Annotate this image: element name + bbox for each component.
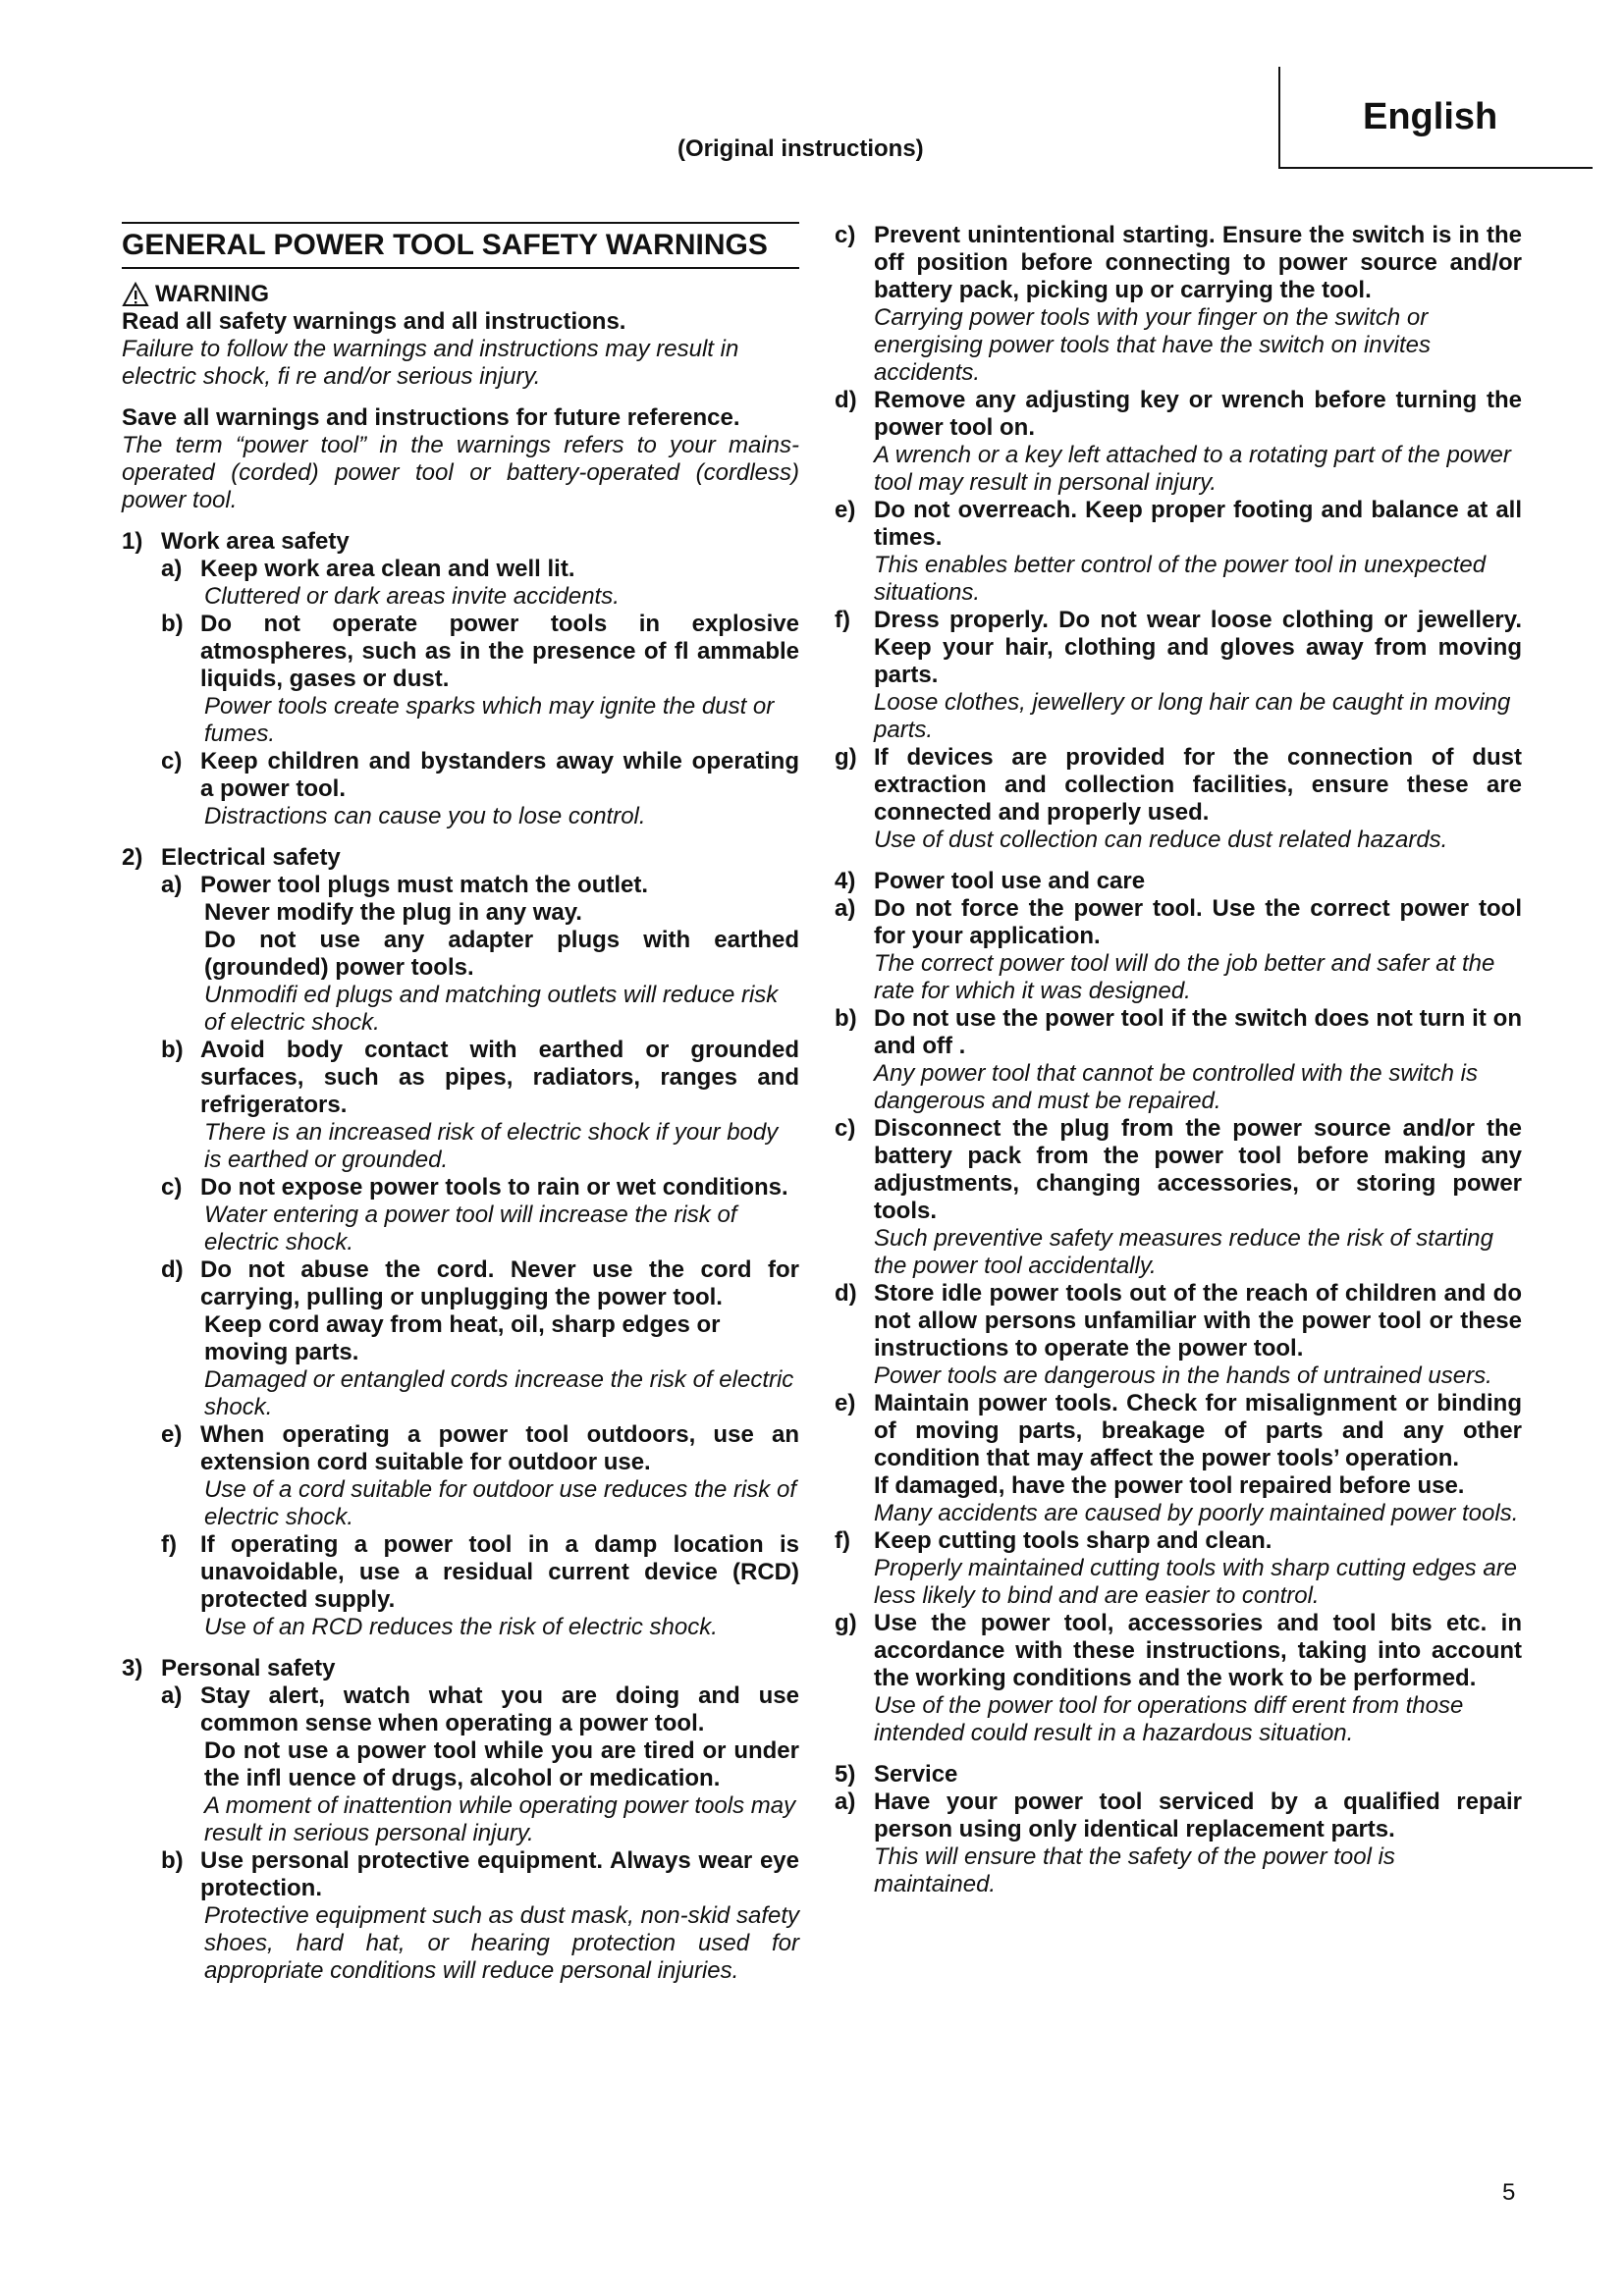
item-note: Properly maintained cutting tools with sharp cutting edges are less likely to bind and are easier to control. — [874, 1555, 1518, 1609]
language-tab — [1278, 67, 1593, 169]
item-note: Many accidents are caused by poorly maintained power tools. — [874, 1500, 1519, 1526]
list-item: e) Maintain power tools. Check for misalignment or binding of moving parts, breakage of parts and any other condition that may affect the power tools’ operation. — [835, 1390, 1522, 1471]
item-note: Damaged or entangled cords increase the risk of electric shock. — [204, 1366, 794, 1420]
list-item: c) Do not expose power tools to rain or wet conditions. — [161, 1174, 788, 1201]
warning-label: WARNING — [155, 281, 269, 307]
item-text: Do not use any adapter plugs with earthed (grounded) power tools. — [204, 927, 799, 981]
section-4-heading: 4) Power tool use and care — [835, 868, 1146, 894]
item-note: Loose clothes, jewellery or long hair can be caught in moving parts. — [874, 689, 1511, 743]
list-item: b) Do not operate power tools in explosive atmospheres, such as in the presence of fl ammable liquids, gases or dust. — [161, 611, 799, 692]
original-instructions-label: (Original instructions) — [677, 135, 924, 162]
list-item: g) Use the power tool, accessories and tool bits etc. in accordance with these instructions, taking into account the working conditions and the work to be performed. — [835, 1610, 1522, 1691]
item-note: Cluttered or dark areas invite accidents. — [204, 583, 620, 610]
item-note: Protective equipment such as dust mask, non-skid safety shoes, hard hat, or hearing protection used for appropriate conditions will reduce personal injuries. — [204, 1902, 799, 1984]
item-text: Keep cord away from heat, oil, sharp edges or moving parts. — [204, 1311, 721, 1365]
page-number: 5 — [1502, 2179, 1516, 2206]
list-item: c) Prevent unintentional starting. Ensure the switch is in the off position before connecting to power source and/or battery pack, picking up or carrying the tool. — [835, 222, 1522, 303]
list-item: d) Remove any adjusting key or wrench before turning the power tool on. — [835, 387, 1522, 441]
item-text: Never modify the plug in any way. — [204, 899, 582, 926]
list-item: a) Power tool plugs must match the outlet. — [161, 872, 649, 898]
list-item: a) Stay alert, watch what you are doing and use common sense when operating a power tool. — [161, 1682, 799, 1736]
list-item: a) Do not force the power tool. Use the correct power tool for your application. — [835, 895, 1522, 949]
item-note: A wrench or a key left attached to a rotating part of the power tool may result in personal injury. — [874, 442, 1511, 496]
list-item: d) Store idle power tools out of the reach of children and do not allow persons unfamiliar with the power tool or these instructions to operate the power tool. — [835, 1280, 1522, 1362]
list-item: e) When operating a power tool outdoors, use an extension cord suitable for outdoor use. — [161, 1421, 799, 1475]
list-item: f) Keep cutting tools sharp and clean. — [835, 1527, 1272, 1554]
item-note: Such preventive safety measures reduce the risk of starting the power tool accidentally. — [874, 1225, 1493, 1279]
list-item: f) If operating a power tool in a damp location is unavoidable, use a residual current device (RCD) protected supply. — [161, 1531, 799, 1613]
warning-heading — [122, 281, 799, 308]
section-1-heading: 1) Work area safety — [122, 528, 350, 555]
list-item: e) Do not overreach. Keep proper footing and balance at all times. — [835, 497, 1522, 551]
item-text: If damaged, have the power tool repaired before use. — [874, 1472, 1465, 1499]
failure-text: Failure to follow the warnings and instructions may result in electric shock, fi re and/or serious injury. — [122, 336, 739, 390]
right-column — [835, 222, 1522, 1898]
language-label: English — [1363, 96, 1498, 137]
list-item: f) Dress properly. Do not wear loose clothing or jewellery. Keep your hair, clothing and gloves away from moving parts. — [835, 607, 1522, 688]
page-title: GENERAL POWER TOOL SAFETY WARNINGS — [122, 222, 799, 269]
term-text: The term “power tool” in the warnings refers to your mains-operated (corded) power tool or battery-operated (cordless) power tool. — [122, 432, 799, 513]
list-item: g) If devices are provided for the connection of dust extraction and collection facilities, ensure these are connected and properly used. — [835, 744, 1522, 826]
list-item: c) Keep children and bystanders away while operating a power tool. — [161, 748, 799, 802]
item-note: Water entering a power tool will increase the risk of electric shock. — [204, 1201, 737, 1255]
item-note: Unmodifi ed plugs and matching outlets will reduce risk of electric shock. — [204, 982, 779, 1036]
item-note: Use of a cord suitable for outdoor use reduces the risk of electric shock. — [204, 1476, 796, 1530]
item-note: Carrying power tools with your finger on the switch or energising power tools that have the switch on invites accidents. — [874, 304, 1431, 386]
list-item: a) Keep work area clean and well lit. — [161, 556, 575, 582]
list-item: d) Do not abuse the cord. Never use the cord for carrying, pulling or unplugging the power tool. — [161, 1256, 799, 1310]
read-all-text: Read all safety warnings and all instructions. — [122, 308, 626, 335]
item-text: Do not use a power tool while you are tired or under the infl uence of drugs, alcohol or medication. — [204, 1737, 799, 1791]
warning-triangle-icon — [122, 282, 149, 307]
left-column — [122, 222, 799, 1985]
list-item: b) Use personal protective equipment. Always wear eye protection. — [161, 1847, 799, 1901]
section-3-heading: 3) Personal safety — [122, 1655, 336, 1682]
item-note: This enables better control of the power tool in unexpected situations. — [874, 552, 1487, 606]
section-2-heading: 2) Electrical safety — [122, 844, 341, 871]
item-note: Power tools create sparks which may ignite the dust or fumes. — [204, 693, 775, 747]
list-item: b) Avoid body contact with earthed or grounded surfaces, such as pipes, radiators, ranges and refrigerators. — [161, 1037, 799, 1118]
list-item: c) Disconnect the plug from the power source and/or the battery pack from the power tool before making any adjustments, changing accessories, or storing power tools. — [835, 1115, 1522, 1224]
item-note: Distractions can cause you to lose control. — [204, 803, 646, 829]
list-item: a) Have your power tool serviced by a qualified repair person using only identical replacement parts. — [835, 1789, 1522, 1842]
list-item: b) Do not use the power tool if the switch does not turn it on and off . — [835, 1005, 1522, 1059]
item-note: Use of an RCD reduces the risk of electric shock. — [204, 1614, 718, 1640]
save-all-text: Save all warnings and instructions for future reference. — [122, 404, 740, 431]
item-note: The correct power tool will do the job better and safer at the rate for which it was designed. — [874, 950, 1495, 1004]
item-note: Use of the power tool for operations diff erent from those intended could result in a hazardous situation. — [874, 1692, 1464, 1746]
item-note: Use of dust collection can reduce dust related hazards. — [874, 827, 1448, 853]
item-note: A moment of inattention while operating power tools may result in serious personal injury. — [204, 1792, 796, 1846]
item-note: Power tools are dangerous in the hands of untrained users. — [874, 1362, 1492, 1389]
item-note: Any power tool that cannot be controlled with the switch is dangerous and must be repaired. — [874, 1060, 1478, 1114]
item-note: There is an increased risk of electric shock if your body is earthed or grounded. — [204, 1119, 779, 1173]
section-5-heading: 5) Service — [835, 1761, 958, 1788]
item-note: This will ensure that the safety of the power tool is maintained. — [874, 1843, 1395, 1897]
